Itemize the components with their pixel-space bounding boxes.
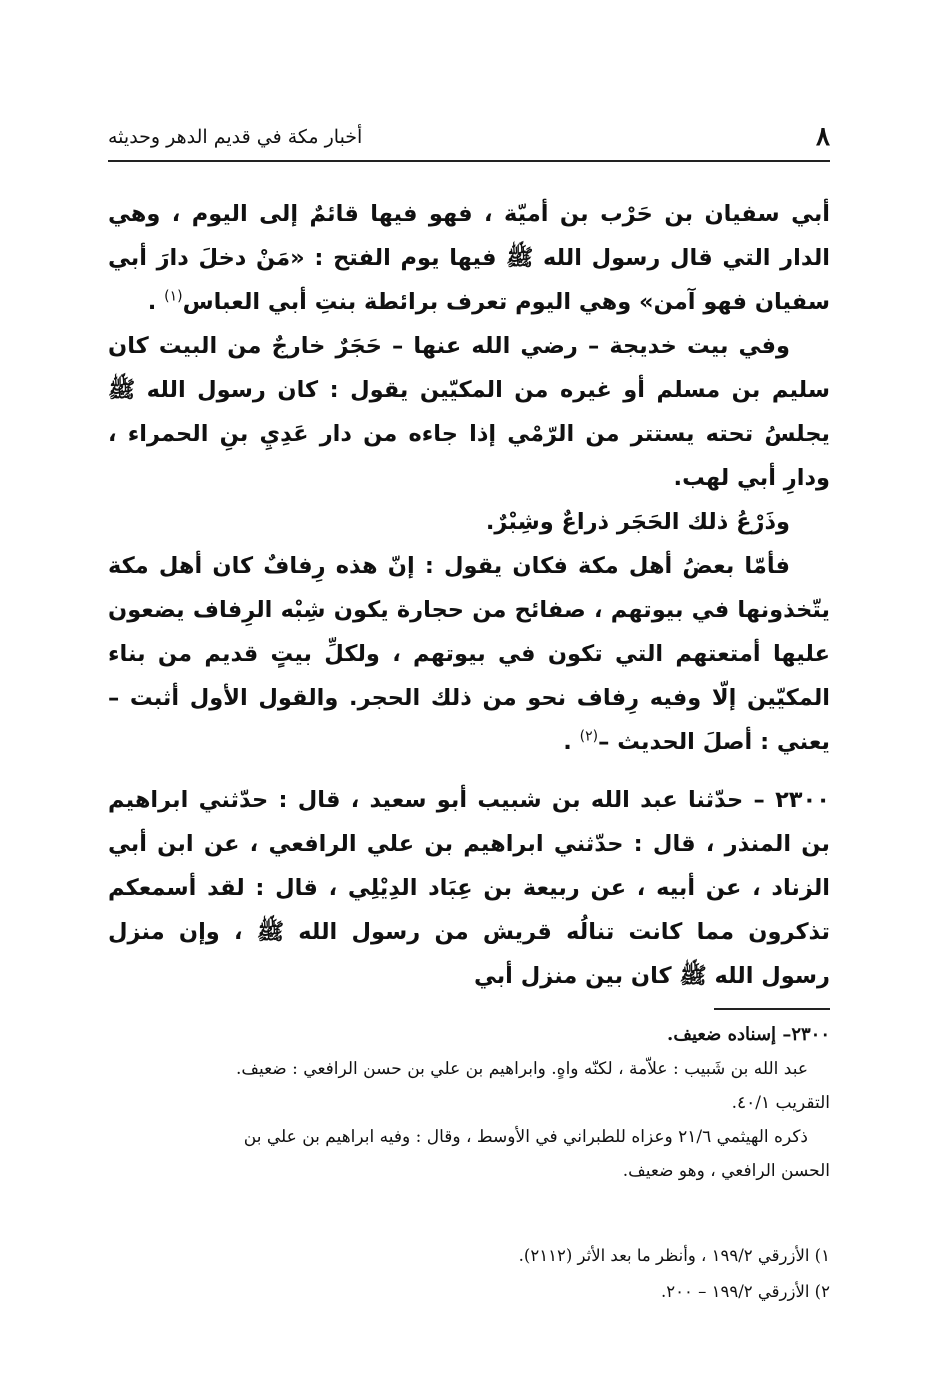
paragraph-1: [108, 192, 830, 324]
page-header: [108, 122, 830, 156]
paragraph-4-end: .: [563, 729, 580, 755]
footnote-ref-2: (٢): [579, 728, 599, 745]
annotation-block: [108, 1018, 830, 1188]
paragraph-4: [108, 544, 830, 764]
footnote-1: ١) الأزرقي ١٩٩/٢ ، وأنظر ما بعد الأثر (٢١١٢).: [518, 1246, 830, 1265]
annotation-heading: ٢٣٠٠– إسناده ضعيف.: [667, 1024, 830, 1045]
annotation-line: الحسن الرافعي ، وهو ضعيف.: [622, 1161, 830, 1181]
paragraph-1-text: أبي سفيان بن حَرْب بن أميّة ، فهو فيها قائمٌ إلى اليوم ، وهي الدار التي قال رسول الله ﷺ فيها يوم الفتح : «مَنْ دخلَ دارَ أبي سفيان فهو آمن» وهي اليوم تعرف برائطة بنتِ أبي العباس: [108, 201, 830, 315]
footnote-rule: [714, 1008, 830, 1010]
paragraph-5: ٢٣٠٠ – حدّثنا عبد الله بن شبيب أبو سعيد ، قال : حدّثني ابراهيم بن المنذر ، قال : حدّثني ابراهيم بن علي الرافعي ، عن ابن أبي الزناد ، عن أبيه ، عن ربيعة بن عِبَاد الدِيْلِي ، قال : لقد أسمعكم تذكرون مما كانت تنالُه قريش من رسول الله ﷺ ، وإن منزل رسول الله ﷺ كان بين منزل أبي: [108, 787, 830, 989]
paragraph-3: وذَرْعُ ذلك الحَجَر ذراعٌ وشِبْرٌ.: [485, 509, 790, 535]
page-number: ٨: [816, 122, 830, 152]
annotation-line: التقريب ٤٠/١.: [731, 1093, 830, 1113]
main-text: [108, 192, 830, 998]
running-title: أخبار مكة في قديم الدهر وحديثه: [108, 126, 363, 148]
annotation-line: ذكره الهيثمي ٢١/٦ وعزاه للطبراني في الأوسط ، وقال : وفيه ابراهيم بن علي بن: [243, 1127, 808, 1147]
paragraph-2: وفي بيت خديجة – رضي الله عنها – حَجَرٌ خارجٌ من البيت كان سليم بن مسلم أو غيره من المكيّين يقول : كان رسول الله ﷺ يجلسُ تحته يستتر من الرّمْي إذا جاءه من دار عَدِيِ بنِ الحمراء ، ودارِ أبي لهب.: [108, 333, 830, 491]
paragraph-4-text: فأمّا بعضُ أهل مكة فكان يقول : إنّ هذه رِفافٌ كان أهل مكة يتّخذونها في بيوتهم ، صفائح من حجارة يكون شِبْه الرِفاف يضعون عليها أمتعتهم التي تكون في بيوتهم ، ولكلِّ بيتٍ قديم من بناء المكيّين إلّا وفيه رِفاف نحو من ذلك الحجر. والقول الأول أثبت – يعني : أصلَ الحديث –: [108, 553, 830, 755]
footnote-2: ٢) الأزرقي ١٩٩/٢ – ٢٠٠.: [661, 1282, 830, 1301]
annotation-line: عبد الله بن شَبيب : علاّمة ، لكنّه واهٍ. وابراهيم بن علي بن حسن الرافعي : ضعيف.: [235, 1059, 808, 1079]
footnote-ref-1: (١): [164, 288, 183, 305]
footnotes: [108, 1238, 830, 1310]
paragraph-1-end: .: [147, 289, 165, 315]
header-rule: [108, 160, 830, 162]
